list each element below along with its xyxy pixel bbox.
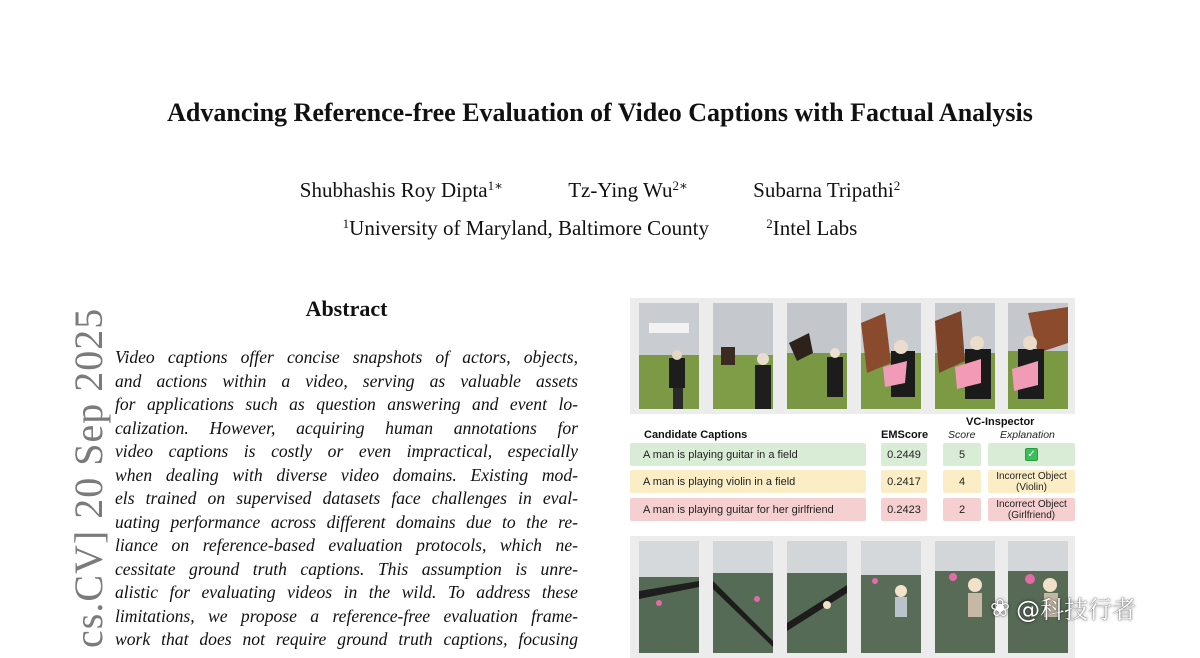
header-emscore: EMScore <box>881 429 929 441</box>
video-frame <box>1008 303 1068 409</box>
author-2: Tz-Ying $Wu^{2∗}$ <box>568 178 688 202</box>
caption-row <box>630 498 1075 521</box>
abstract-line: when dealing with diverse video domains. Existing mod- <box>115 464 578 485</box>
abstract-line: calization. However, acquiring human annotations for <box>115 417 578 438</box>
check-icon: ✓ <box>1025 448 1038 461</box>
caption-cell: A man is playing guitar for her girlfriend <box>630 498 866 521</box>
explanation-cell <box>988 443 1075 466</box>
abstract-line: uating performance across different domains due to the re- <box>115 511 578 532</box>
author-1: Shubhashis Roy Dipta$^{1∗}$ <box>299 178 503 202</box>
header-score: Score <box>948 429 976 441</box>
video-frame <box>935 303 995 409</box>
video-frame <box>861 541 921 653</box>
video-frame <box>639 303 699 409</box>
explanation-cell: Incorrect Object (Violin) <box>988 470 1075 493</box>
paper-title: Advancing Reference-free Evaluation of Video Captions with Factual Analysis <box>167 98 1033 127</box>
emscore-cell: 0.2423 <box>881 498 927 521</box>
abstract-body <box>115 346 578 652</box>
video-frame <box>787 541 847 653</box>
abstract-line: els trained on supervised datasets face challenges in eval- <box>115 488 578 508</box>
video-frame <box>639 541 699 653</box>
header-vc-inspector: VC-Inspector <box>966 416 1035 428</box>
watermark <box>990 590 1136 625</box>
video-frame <box>713 303 773 409</box>
abstract-line: Video captions offer concise snapshots of actors, objects, <box>115 347 578 367</box>
score-cell: 5 <box>943 443 981 466</box>
video-frame <box>861 303 921 409</box>
caption-row <box>630 470 1075 493</box>
score-cell: 2 <box>943 498 981 521</box>
abstract-line: and actions within a video, serving as valuable assets <box>115 370 578 391</box>
arxiv-stamp <box>20 307 111 650</box>
abstract-line: for applications such as question answering and event lo- <box>115 394 578 414</box>
abstract-line: cessitate ground truth captions. This assumption is unre- <box>115 558 578 579</box>
abstract-line: limitations, we propose a reference-free evaluation frame- <box>115 605 578 626</box>
emscore-cell: 0.2417 <box>881 470 927 493</box>
header-explanation: Explanation <box>1000 429 1055 441</box>
video-frame <box>935 541 995 653</box>
caption-cell: A man is playing violin in a field <box>630 470 866 493</box>
abstract-line: work that does not require ground truth captions, focusing <box>115 629 578 649</box>
author-3: Subarna Tripathi$^2$ <box>753 178 901 202</box>
caption-cell: A man is playing guitar in a field <box>630 443 866 466</box>
header-candidate-captions: Candidate Captions <box>644 429 748 441</box>
abstract-line: video captions is costly or even impractical, especially <box>115 441 578 461</box>
abstract-line: liance on reference-based evaluation protocols, which ne- <box>115 535 578 555</box>
score-cell: 4 <box>943 470 981 493</box>
affiliation-list <box>0 216 1200 241</box>
video-frames-top <box>630 298 1075 414</box>
watermark-text: @科技行者 <box>1016 596 1137 624</box>
arxiv-stamp-text: cs.CV] 20 Sep 2025 <box>66 307 111 648</box>
explanation-cell: Incorrect Object (Girlfriend) <box>988 498 1075 521</box>
video-frame <box>787 303 847 409</box>
caption-row <box>630 443 1075 466</box>
affiliation-1: $^1$University of Maryland, Baltimore County <box>342 216 710 240</box>
affiliation-2: $^2$Intel Labs <box>766 216 858 240</box>
emscore-cell: 0.2449 <box>881 443 927 466</box>
weibo-logo-icon: ❀ <box>990 593 1011 622</box>
abstract-heading: Abstract <box>305 296 388 321</box>
video-frame <box>713 541 773 653</box>
author-list <box>0 178 1200 203</box>
abstract-line: alistic for evaluating videos in the wild. To address these <box>115 582 578 602</box>
